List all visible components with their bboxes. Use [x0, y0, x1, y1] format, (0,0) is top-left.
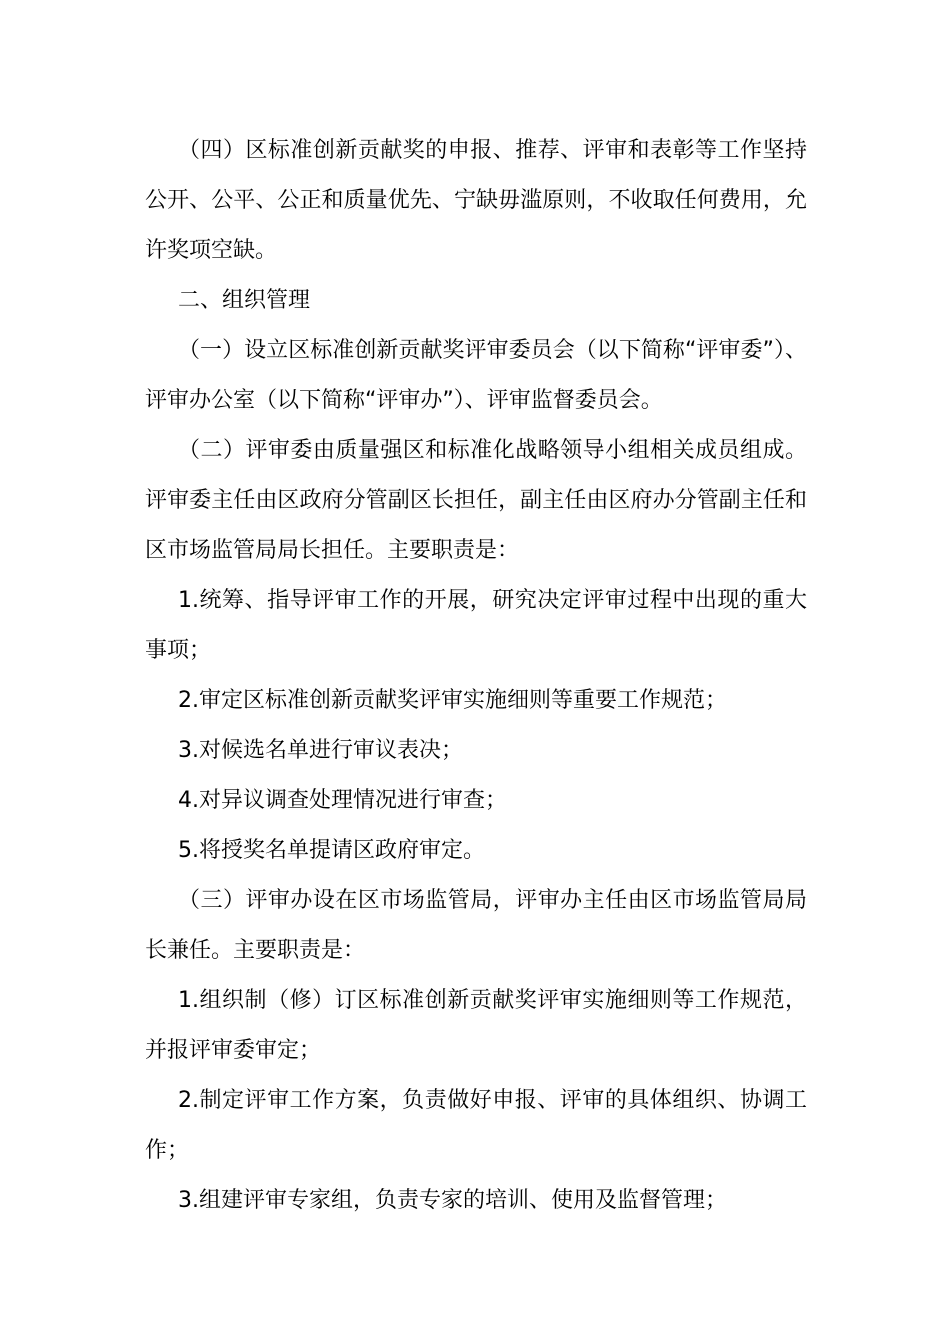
- list-item-duty-2: 2.审定区标准创新贡献奖评审实施细则等重要工作规范；: [178, 688, 727, 713]
- list-item-duty-5: 5.将授奖名单提请区政府审定。: [178, 838, 485, 863]
- document-body: [145, 126, 807, 1226]
- list-item-office-duty-2: 2.制定评审工作方案，负责做好申报、评审的具体组织、协调工作；: [145, 1088, 807, 1163]
- paragraph-review-office: （三）评审办设在区市场监管局，评审办主任由区市场监管局局长兼任。主要职责是：: [145, 888, 807, 963]
- list-item-duty-4: 4.对异议调查处理情况进行审查；: [178, 788, 507, 813]
- paragraph-principles: （四）区标准创新贡献奖的申报、推荐、评审和表彰等工作坚持公开、公平、公正和质量优先、宁缺毋滥原则，不收取任何费用，允许奖项空缺。: [145, 138, 807, 263]
- list-item-duty-1: 1.统筹、指导评审工作的开展，研究决定评审过程中出现的重大事项；: [145, 588, 807, 663]
- paragraph-establish-committees: （一）设立区标准创新贡献奖评审委员会（以下简称“评审委”）、评审办公室（以下简称“评审办”）、评审监督委员会。: [145, 338, 807, 413]
- paragraph-review-committee: （二）评审委由质量强区和标准化战略领导小组相关成员组成。评审委主任由区政府分管副区长担任，副主任由区府办分管副主任和区市场监管局局长担任。主要职责是：: [145, 438, 807, 563]
- section-heading-organization: 二、组织管理: [178, 288, 311, 313]
- list-item-office-duty-1: 1.组织制（修）订区标准创新贡献奖评审实施细则等工作规范，并报评审委审定；: [145, 988, 807, 1063]
- list-item-duty-3: 3.对候选名单进行审议表决；: [178, 738, 463, 763]
- list-item-office-duty-3: 3.组建评审专家组，负责专家的培训、使用及监督管理；: [178, 1188, 727, 1213]
